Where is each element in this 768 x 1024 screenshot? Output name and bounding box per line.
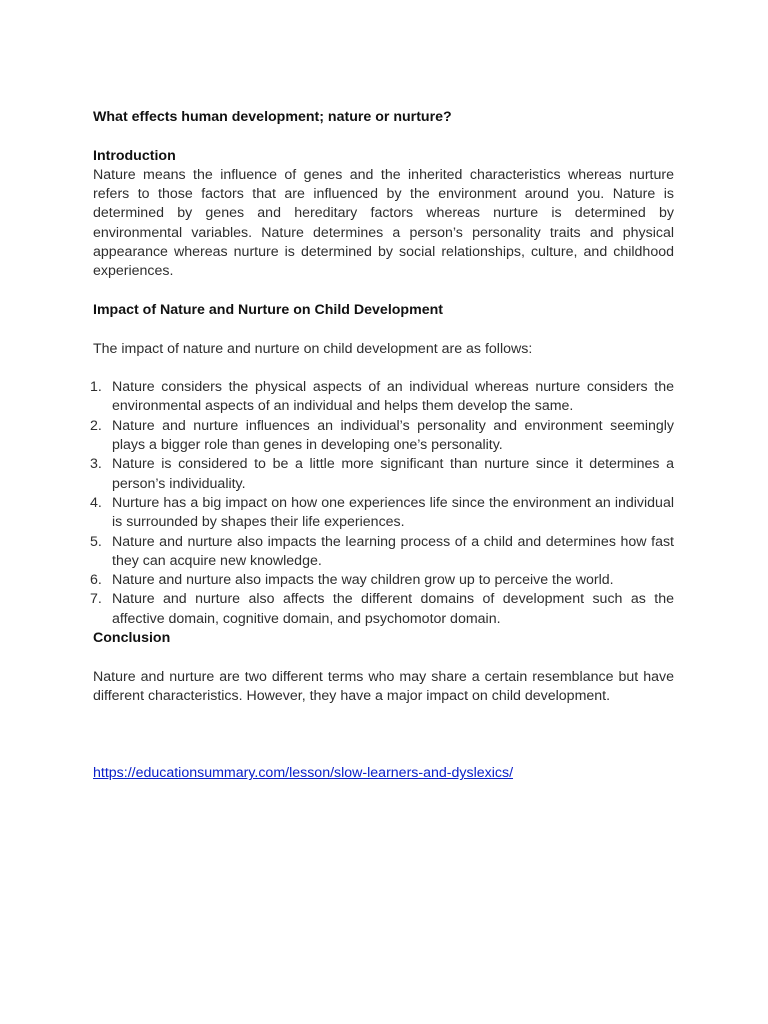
- document-page: [90, 108, 674, 784]
- list-item-text: Nature and nurture also affects the different domains of development such as the affective domain, cognitive domain, and psychomotor domain.: [112, 591, 674, 627]
- list-item-number: 2.: [90, 417, 102, 434]
- conclusion-paragraph: Nature and nurture are two different terms who may share a certain resemblance but have different characteristics. However, they have a major impact on child development.: [93, 668, 674, 704]
- impact-heading: Impact of Nature and Nurture on Child Development: [93, 301, 443, 318]
- list-item-text: Nature and nurture also impacts the way children grow up to perceive the world.: [112, 572, 614, 589]
- list-item-number: 1.: [90, 379, 102, 396]
- list-item: [90, 494, 674, 533]
- impact-lead-paragraph: The impact of nature and nurture on child development are as follows:: [93, 340, 533, 357]
- introduction-paragraph: Nature means the influence of genes and the inherited characteristics whereas nurture refers to those factors that are influenced by the environment around you. Nature is determined by genes and hereditary factors whereas nurture is determined by environmental variables. Nature determines a person’s personality traits and physical appearance whereas nurture is determined by social relationships, culture, and childhood experiences.: [93, 166, 674, 280]
- impact-points-list: [90, 378, 674, 629]
- source-link[interactable]: https://educationsummary.com/lesson/slow-learners-and-dyslexics/: [93, 765, 514, 782]
- introduction-heading: Introduction: [93, 147, 176, 164]
- list-item-number: 6.: [90, 572, 102, 589]
- list-item-text: Nature and nurture also impacts the learning process of a child and determines how fast they can acquire new knowledge.: [112, 533, 674, 569]
- list-item-number: 3.: [90, 456, 102, 473]
- list-item: [90, 455, 674, 494]
- list-item-number: 7.: [90, 591, 102, 608]
- document-title: What effects human development; nature or nurture?: [93, 109, 452, 125]
- list-item: [90, 417, 674, 456]
- list-item-text: Nurture has a big impact on how one experiences life since the environment an individual is surrounded by shapes their life experiences.: [112, 494, 674, 531]
- list-item: [90, 590, 674, 629]
- list-item-text: Nature and nurture influences an individual’s personality and environment seemingly plays a bigger role than genes in developing one’s personality.: [112, 417, 674, 454]
- list-item-text: Nature is considered to be a little more significant than nurture since it determines a person’s individuality.: [112, 456, 674, 492]
- list-item-number: 5.: [90, 533, 102, 550]
- list-item: [90, 571, 674, 590]
- list-item-text: Nature considers the physical aspects of an individual whereas nurture considers the environmental aspects of an individual and helps them develop the same.: [112, 379, 674, 415]
- conclusion-heading: Conclusion: [93, 630, 171, 647]
- list-item-number: 4.: [90, 494, 102, 511]
- list-item: [90, 533, 674, 572]
- list-item: [90, 378, 674, 417]
